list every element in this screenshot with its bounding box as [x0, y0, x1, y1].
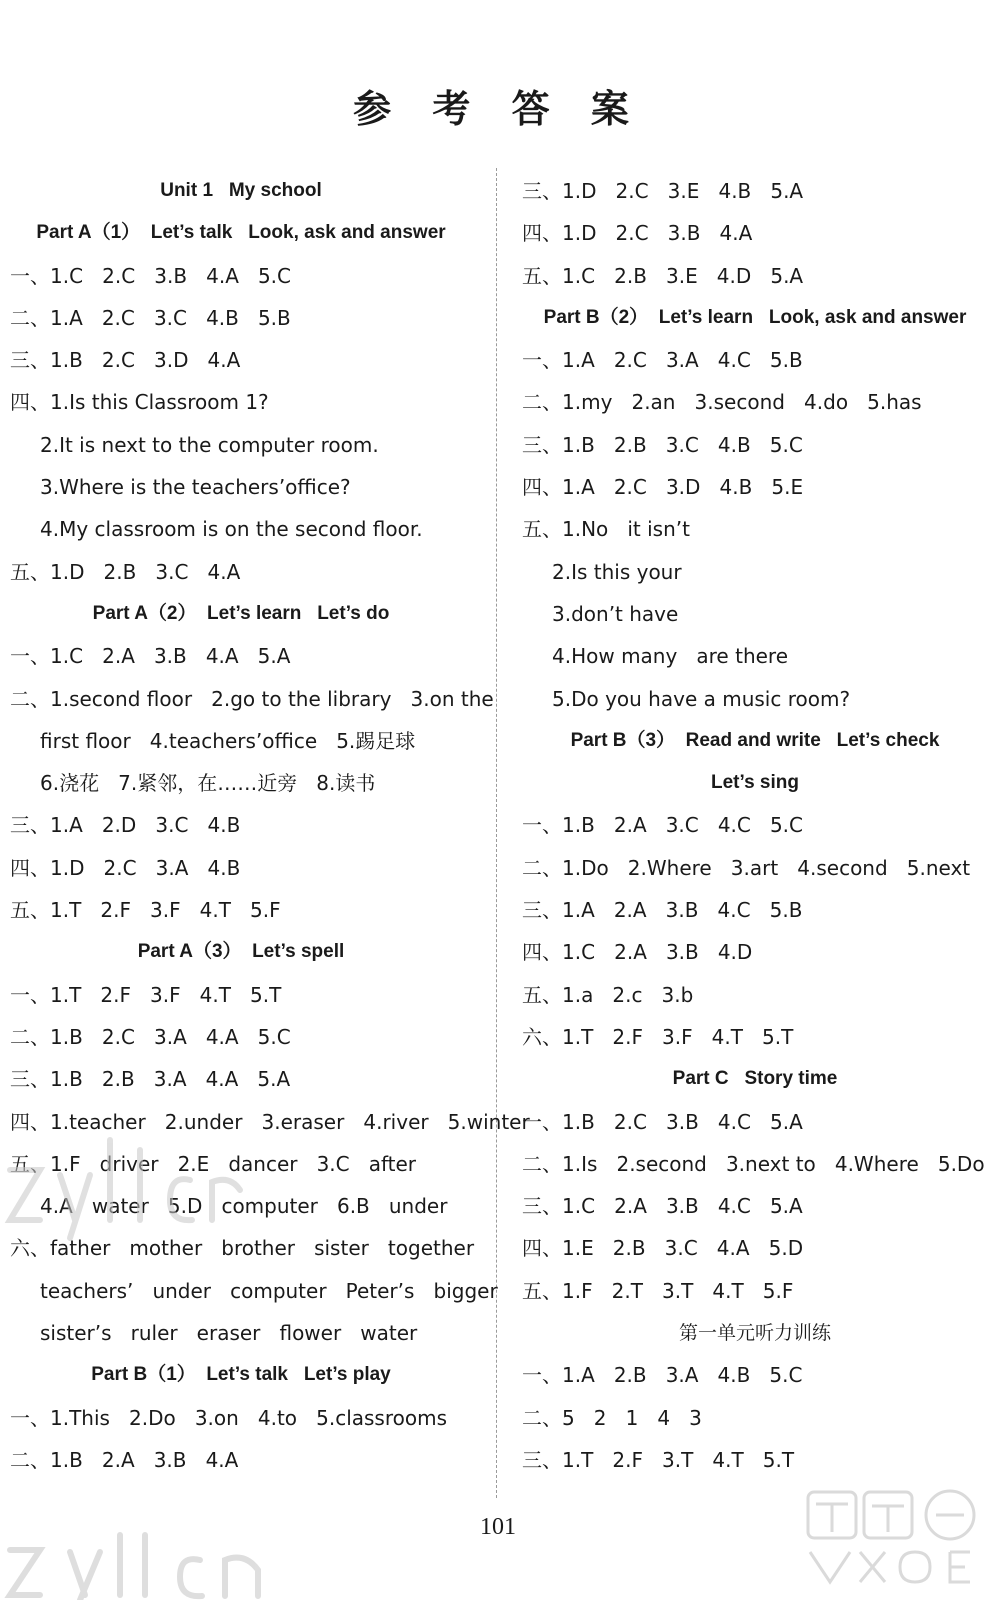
- answer-line: 五、1.F driver 2.E dancer 3.C after: [10, 1151, 417, 1176]
- answer-line: 三、1.T 2.F 3.T 4.T 5.T: [522, 1447, 795, 1472]
- answer-line: 四、1.Is this Classroom 1?: [10, 390, 269, 415]
- page-title: 参 考 答 案: [353, 86, 643, 131]
- answer-line: 一、1.B 2.A 3.C 4.C 5.C: [522, 813, 803, 838]
- section-heading: 第一单元听力训练: [678, 1322, 831, 1345]
- answer-line: 五、1.F 2.T 3.T 4.T 5.F: [522, 1278, 794, 1303]
- answer-line: 四、1.D 2.C 3.B 4.A: [522, 221, 753, 246]
- answer-line: 三、1.A 2.D 3.C 4.B: [10, 813, 241, 838]
- answer-line: 五、1.D 2.B 3.C 4.A: [10, 559, 241, 584]
- answer-line-continued: teachers’ under computer Peter’s bigger: [40, 1278, 498, 1303]
- answer-line: 三、1.C 2.A 3.B 4.C 5.A: [522, 1194, 803, 1219]
- section-heading: Part B（1） Let’s talk Let’s play: [91, 1364, 391, 1386]
- watermark-graphic-bottom: [0, 1530, 300, 1600]
- right-column: [522, 170, 988, 1481]
- answer-line: 四、1.teacher 2.under 3.eraser 4.river 5.winter: [10, 1109, 530, 1134]
- answer-line: 一、1.T 2.F 3.F 4.T 5.T: [10, 982, 282, 1007]
- answer-line: 二、1.B 2.C 3.A 4.A 5.C: [10, 1024, 291, 1049]
- answer-line: 三、1.B 2.B 3.C 4.B 5.C: [522, 432, 803, 457]
- answer-line: 四、1.E 2.B 3.C 4.A 5.D: [522, 1236, 804, 1261]
- watermark-logo: [800, 1482, 990, 1594]
- answer-line-continued: 4.A water 5.D computer 6.B under: [40, 1194, 448, 1219]
- answer-line: 五、1.C 2.B 3.E 4.D 5.A: [522, 263, 804, 288]
- answer-line-continued: 3.Where is the teachers’office?: [40, 475, 351, 500]
- answer-line: 二、1.Is 2.second 3.next to 4.Where 5.Do: [522, 1151, 985, 1176]
- answer-line: 二、5 2 1 4 3: [522, 1405, 702, 1430]
- answer-line-continued: first floor 4.teachers’office 5.踢足球: [40, 728, 416, 753]
- answer-line-continued: 4.How many are there: [552, 644, 789, 669]
- answer-line-continued: 6.浇花 7.紧邻，在……近旁 8.读书: [40, 771, 376, 796]
- answer-line: 六、1.T 2.F 3.F 4.T 5.T: [522, 1024, 794, 1049]
- answer-line: 三、1.A 2.A 3.B 4.C 5.B: [522, 898, 803, 923]
- answer-line: 一、1.C 2.C 3.B 4.A 5.C: [10, 263, 291, 288]
- section-heading: Let’s sing: [711, 772, 799, 794]
- answer-line-continued: 4.My classroom is on the second floor.: [40, 517, 423, 542]
- answer-line: 五、1.T 2.F 3.F 4.T 5.F: [10, 898, 281, 923]
- section-heading: Part B（3） Read and write Let’s check: [570, 729, 940, 751]
- answer-line: 二、1.B 2.A 3.B 4.A: [10, 1447, 239, 1472]
- answer-line-continued: 5.Do you have a music room?: [552, 686, 851, 711]
- answer-line: 一、1.C 2.A 3.B 4.A 5.A: [10, 644, 291, 669]
- answer-line-continued: 2.Is this your: [552, 559, 682, 584]
- answer-line-continued: 2.It is next to the computer room.: [40, 432, 379, 457]
- section-heading: Part A（2） Let’s learn Let’s do: [92, 602, 390, 624]
- answer-line: 四、1.A 2.C 3.D 4.B 5.E: [522, 475, 804, 500]
- answer-line: 二、1.Do 2.Where 3.art 4.second 5.next: [522, 855, 971, 880]
- answer-line: 一、1.A 2.B 3.A 4.B 5.C: [522, 1363, 803, 1388]
- answer-line: 四、1.C 2.A 3.B 4.D: [522, 940, 753, 965]
- answer-line: 五、1.a 2.c 3.b: [522, 982, 694, 1007]
- section-heading: Part B（2） Let’s learn Look, ask and answer: [543, 306, 967, 328]
- answer-line: 二、1.my 2.an 3.second 4.do 5.has: [522, 390, 922, 415]
- answer-line-continued: sister’s ruler eraser flower water: [40, 1321, 418, 1346]
- answer-line: 二、1.second floor 2.go to the library 3.on the: [10, 686, 494, 711]
- answer-line: 三、1.B 2.B 3.A 4.A 5.A: [10, 1067, 291, 1092]
- left-column: [10, 170, 530, 1481]
- section-heading: Part A（3） Let’s spell: [137, 941, 345, 963]
- section-heading: Part A（1） Let’s talk Look, ask and answer: [36, 222, 446, 244]
- section-heading: Unit 1 My school: [160, 180, 322, 201]
- page-number: 101: [480, 1514, 516, 1540]
- answer-line: 六、father mother brother sister together: [10, 1236, 475, 1261]
- section-heading: Part C Story time: [672, 1068, 838, 1090]
- answer-line: 一、1.A 2.C 3.A 4.C 5.B: [522, 348, 803, 373]
- answer-line: 一、1.This 2.Do 3.on 4.to 5.classrooms: [10, 1405, 448, 1430]
- answer-line: 一、1.B 2.C 3.B 4.C 5.A: [522, 1109, 803, 1134]
- answer-line: 三、1.B 2.C 3.D 4.A: [10, 348, 241, 373]
- answer-line: 二、1.A 2.C 3.C 4.B 5.B: [10, 305, 291, 330]
- answer-line-continued: 3.don’t have: [552, 601, 679, 626]
- answer-line: 四、1.D 2.C 3.A 4.B: [10, 855, 241, 880]
- answer-line: 三、1.D 2.C 3.E 4.B 5.A: [522, 179, 804, 203]
- watermark-graphic-left: [0, 1120, 250, 1240]
- answer-line: 五、1.No it isn’t: [522, 517, 690, 542]
